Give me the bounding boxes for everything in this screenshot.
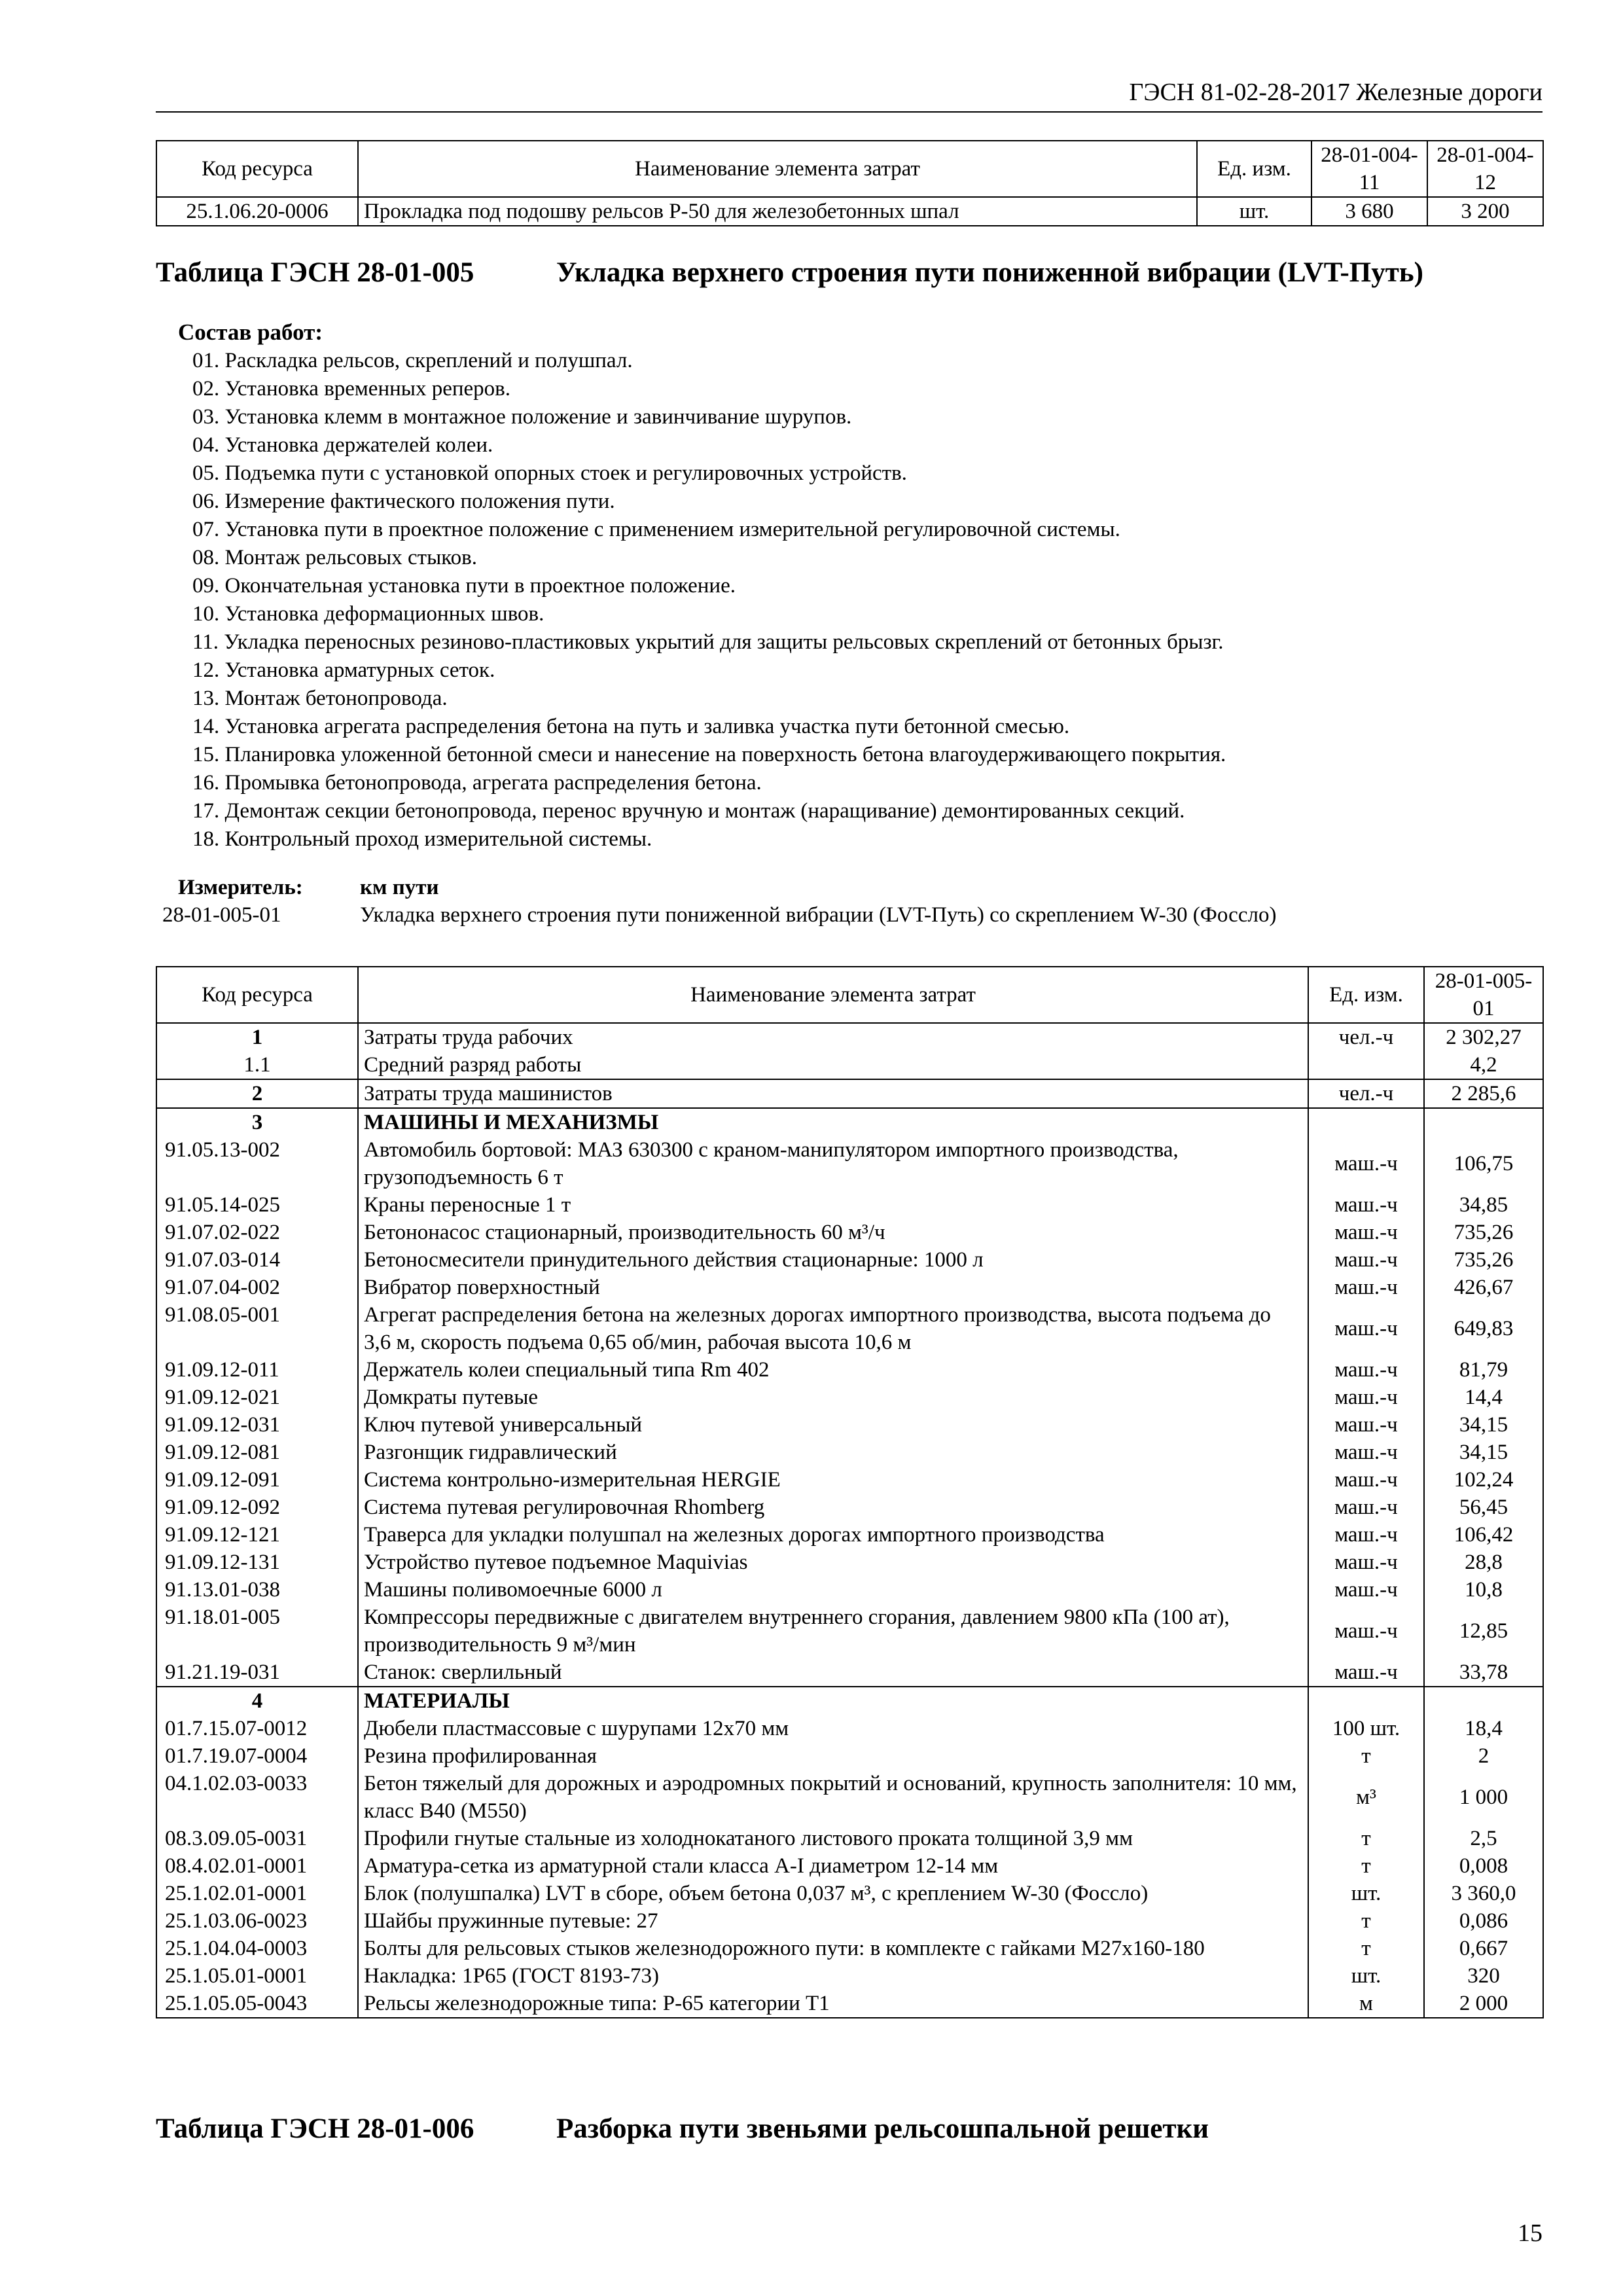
norm-value: 81,79 [1424, 1356, 1543, 1384]
unit: т [1308, 1852, 1424, 1880]
work-item: 04. Установка держателей колеи. [192, 433, 493, 457]
work-item: 17. Демонтаж секции бетонопровода, перенос вручную и монтаж (наращивание) демонтированных секций. [192, 799, 1185, 823]
header-norm-28-01-004-11: 28-01-004-11 [1311, 141, 1427, 197]
unit: маш.-ч [1308, 1136, 1424, 1191]
resource-code: 91.07.03-014 [156, 1246, 358, 1274]
table-row [156, 1990, 1543, 2018]
cost-element-name: Ключ путевой универсальный [358, 1411, 1308, 1439]
cost-element-name: Затраты труда рабочих [358, 1023, 1308, 1051]
unit: м [1308, 1990, 1424, 2018]
cost-element-name: Вибратор поверхностный [358, 1274, 1308, 1301]
resource-code: 91.05.14-025 [156, 1191, 358, 1219]
table-row [156, 1880, 1543, 1907]
table-row [156, 1687, 1543, 1715]
work-item: 16. Промывка бетонопровода, агрегата распределения бетона. [192, 771, 762, 795]
cost-element-name: Система контрольно-измерительная HERGIE [358, 1466, 1308, 1494]
resource-code: 91.09.12-131 [156, 1549, 358, 1576]
norm-value: 56,45 [1424, 1494, 1543, 1521]
norm-value: 0,667 [1424, 1935, 1543, 1962]
resource-code: 91.18.01-005 [156, 1604, 358, 1659]
resource-code: 91.13.01-038 [156, 1576, 358, 1604]
norm-value: 426,67 [1424, 1274, 1543, 1301]
table-title [156, 2113, 1209, 2145]
work-item: 14. Установка агрегата распределения бетона на путь и заливка участка пути бетонной смесью. [192, 715, 1070, 738]
resource-code: 91.09.12-031 [156, 1411, 358, 1439]
norm-value: 106,75 [1424, 1136, 1543, 1191]
cost-element-name: Система путевая регулировочная Rhomberg [358, 1494, 1308, 1521]
table-row [156, 1274, 1543, 1301]
table-number: Таблица ГЭСН 28-01-006 [156, 2113, 474, 2144]
table-row [156, 1191, 1543, 1219]
unit: маш.-ч [1308, 1494, 1424, 1521]
resource-code: 2 [156, 1079, 358, 1108]
norm-value: 34,85 [1424, 1191, 1543, 1219]
unit [1308, 1051, 1424, 1079]
norm-value: 320 [1424, 1962, 1543, 1990]
table-row [156, 1384, 1543, 1411]
cost-element-name: Рельсы железнодорожные типа: Р-65 категории Т1 [358, 1990, 1308, 2018]
resource-code: 91.09.12-011 [156, 1356, 358, 1384]
table-row [156, 1219, 1543, 1246]
table-row [156, 1742, 1543, 1770]
table-row [156, 1079, 1543, 1108]
meter-value: км пути [360, 876, 439, 899]
resource-code: 08.4.02.01-0001 [156, 1852, 358, 1880]
cost-element-name: Агрегат распределения бетона на железных дорогах импортного производства, высота подъема до 3,6 м, скорость подъема 0,65 об/мин, рабочая высота 10,6 м [358, 1301, 1308, 1356]
norm-value: 0,008 [1424, 1852, 1543, 1880]
table-row [156, 1549, 1543, 1576]
resource-code: 1.1 [156, 1051, 358, 1079]
norm-value [1424, 1108, 1543, 1136]
cost-element-name: Бетон тяжелый для дорожных и аэродромных покрытий и оснований, крупность заполнителя: 10 мм, класс В40 (М550) [358, 1770, 1308, 1825]
norm-value: 102,24 [1424, 1466, 1543, 1494]
unit: маш.-ч [1308, 1576, 1424, 1604]
cost-element-name: Затраты труда машинистов [358, 1079, 1308, 1108]
work-item: 01. Раскладка рельсов, скреплений и полушпал. [192, 349, 633, 372]
unit: маш.-ч [1308, 1604, 1424, 1659]
unit: шт. [1308, 1962, 1424, 1990]
table-row [156, 1494, 1543, 1521]
resource-code: 25.1.06.20-0006 [156, 197, 358, 226]
cost-element-name: Арматура-сетка из арматурной стали класса А-I диаметром 12-14 мм [358, 1852, 1308, 1880]
table-row [156, 1521, 1543, 1549]
work-item: 07. Установка пути в проектное положение с применением измерительной регулировочной системы. [192, 518, 1120, 541]
cost-element-name: МАТЕРИАЛЫ [358, 1687, 1308, 1715]
unit: маш.-ч [1308, 1301, 1424, 1356]
work-item: 03. Установка клемм в монтажное положение и завинчивание шурупов. [192, 405, 852, 429]
cost-element-name: МАШИНЫ И МЕХАНИЗМЫ [358, 1108, 1308, 1136]
cost-element-name: Устройство путевое подъемное Maquivias [358, 1549, 1308, 1576]
header-norm-28-01-005-01: 28-01-005-01 [1424, 967, 1543, 1023]
resource-code: 91.09.12-021 [156, 1384, 358, 1411]
cost-element-name: Болты для рельсовых стыков железнодорожного пути: в комплекте с гайками М27х160-180 [358, 1935, 1308, 1962]
header-norm-28-01-004-12: 28-01-004-12 [1427, 141, 1543, 197]
meter-label: Измеритель: [178, 876, 303, 899]
norm-value: 3 200 [1427, 197, 1543, 226]
cost-element-name: Резина профилированная [358, 1742, 1308, 1770]
norm-value [1424, 1687, 1543, 1715]
unit: маш.-ч [1308, 1549, 1424, 1576]
page-header: ГЭСН 81-02-28-2017 Железные дороги [156, 77, 1543, 113]
cost-element-name: Бетоносмесители принудительного действия стационарные: 1000 л [358, 1246, 1308, 1274]
header-cost-element: Наименование элемента затрат [358, 967, 1308, 1023]
unit: маш.-ч [1308, 1356, 1424, 1384]
unit: маш.-ч [1308, 1659, 1424, 1687]
table-row [156, 1439, 1543, 1466]
norm-code: 28-01-005-01 [162, 903, 281, 927]
header-unit: Ед. изм. [1197, 141, 1311, 197]
table-name: Укладка верхнего строения пути пониженной вибрации (LVT-Путь) [556, 257, 1423, 288]
resource-code: 4 [156, 1687, 358, 1715]
table-row [156, 197, 1543, 226]
work-item: 09. Окончательная установка пути в проектное положение. [192, 574, 736, 598]
cost-element-name: Бетононасос стационарный, производительность 60 м³/ч [358, 1219, 1308, 1246]
work-item: 02. Установка временных реперов. [192, 377, 510, 401]
cost-element-name: Траверса для укладки полушпал на железных дорогах импортного производства [358, 1521, 1308, 1549]
header-cost-element: Наименование элемента затрат [358, 141, 1197, 197]
cost-element-name: Компрессоры передвижные с двигателем внутреннего сгорания, давлением 9800 кПа (100 ат), производительность 9 м³/мин [358, 1604, 1308, 1659]
resource-code: 91.21.19-031 [156, 1659, 358, 1687]
resource-code: 91.07.02-022 [156, 1219, 358, 1246]
unit: маш.-ч [1308, 1439, 1424, 1466]
table-row [156, 1576, 1543, 1604]
work-item: 06. Измерение фактического положения пути. [192, 490, 615, 513]
cost-element-name: Автомобиль бортовой: МАЗ 630300 с краном-манипулятором импортного производства, грузоподъемность 6 т [358, 1136, 1308, 1191]
table-row [156, 1136, 1543, 1191]
norm-value: 2 [1424, 1742, 1543, 1770]
resource-code: 3 [156, 1108, 358, 1136]
unit: маш.-ч [1308, 1219, 1424, 1246]
resource-code: 1 [156, 1023, 358, 1051]
norm-value: 2 285,6 [1424, 1079, 1543, 1108]
work-item: 18. Контрольный проход измерительной системы. [192, 827, 652, 851]
work-item: 11. Укладка переносных резиново-пластиковых укрытий для защиты рельсовых скреплений от бетонных брызг. [192, 630, 1224, 654]
unit: маш.-ч [1308, 1521, 1424, 1549]
resource-code: 25.1.02.01-0001 [156, 1880, 358, 1907]
table-row [156, 1825, 1543, 1852]
table-number: Таблица ГЭСН 28-01-005 [156, 257, 474, 288]
table-row [156, 1466, 1543, 1494]
unit: маш.-ч [1308, 1466, 1424, 1494]
resource-code: 25.1.03.06-0023 [156, 1907, 358, 1935]
table-row [156, 1852, 1543, 1880]
resource-code: 25.1.04.04-0003 [156, 1935, 358, 1962]
cost-element-name: Профили гнутые стальные из холоднокатаного листового проката толщиной 3,9 мм [358, 1825, 1308, 1852]
unit: т [1308, 1907, 1424, 1935]
header-unit: Ед. изм. [1308, 967, 1424, 1023]
cost-element-name: Дюбели пластмассовые с шурупами 12х70 мм [358, 1715, 1308, 1742]
resource-code: 91.09.12-121 [156, 1521, 358, 1549]
cost-element-name: Шайбы пружинные путевые: 27 [358, 1907, 1308, 1935]
table-row [156, 1935, 1543, 1962]
norm-value: 18,4 [1424, 1715, 1543, 1742]
page-number: 15 [1518, 2219, 1543, 2247]
resource-code: 91.09.12-092 [156, 1494, 358, 1521]
norm-value: 2 000 [1424, 1990, 1543, 2018]
resource-code: 91.05.13-002 [156, 1136, 358, 1191]
norm-value: 1 000 [1424, 1770, 1543, 1825]
table-row [156, 1659, 1543, 1687]
norm-value: 34,15 [1424, 1439, 1543, 1466]
work-item: 08. Монтаж рельсовых стыков. [192, 546, 477, 569]
norm-value: 649,83 [1424, 1301, 1543, 1356]
table-row [156, 1023, 1543, 1051]
cost-element-name: Прокладка под подошву рельсов Р-50 для железобетонных шпал [358, 197, 1197, 226]
resource-code: 91.09.12-081 [156, 1439, 358, 1466]
resource-code: 25.1.05.01-0001 [156, 1962, 358, 1990]
cost-element-name: Станок: сверлильный [358, 1659, 1308, 1687]
resource-code: 91.09.12-091 [156, 1466, 358, 1494]
work-item: 13. Монтаж бетонопровода. [192, 687, 448, 710]
unit: чел.-ч [1308, 1023, 1424, 1051]
resource-code: 91.08.05-001 [156, 1301, 358, 1356]
header-resource-code: Код ресурса [156, 141, 358, 197]
table-row [156, 1301, 1543, 1356]
works-list [192, 347, 1226, 853]
resource-code: 91.07.04-002 [156, 1274, 358, 1301]
table-row [156, 1770, 1543, 1825]
work-item: 15. Планировка уложенной бетонной смеси и нанесение на поверхность бетона влагоудерживающего покрытия. [192, 743, 1226, 766]
table-row [156, 1604, 1543, 1659]
resource-table [156, 966, 1544, 2018]
cost-element-name: Блок (полушпалка) LVT в сборе, объем бетона 0,037 м³, с креплением W-30 (Фоссло) [358, 1880, 1308, 1907]
norm-value: 33,78 [1424, 1659, 1543, 1687]
table-row [156, 1108, 1543, 1136]
cost-element-name: Краны переносные 1 т [358, 1191, 1308, 1219]
resource-code: 08.3.09.05-0031 [156, 1825, 358, 1852]
norm-value: 3 360,0 [1424, 1880, 1543, 1907]
table-title [156, 257, 1423, 289]
unit: т [1308, 1742, 1424, 1770]
works-title: Состав работ: [178, 319, 323, 345]
table-row [156, 1356, 1543, 1384]
norm-value: 10,8 [1424, 1576, 1543, 1604]
resource-code: 01.7.15.07-0012 [156, 1715, 358, 1742]
unit [1308, 1108, 1424, 1136]
work-item: 10. Установка деформационных швов. [192, 602, 544, 626]
table-row [156, 1411, 1543, 1439]
resource-code: 25.1.05.05-0043 [156, 1990, 358, 2018]
unit: маш.-ч [1308, 1384, 1424, 1411]
table-name: Разборка пути звеньями рельсошпальной решетки [556, 2113, 1209, 2144]
unit: маш.-ч [1308, 1246, 1424, 1274]
table-row [156, 1715, 1543, 1742]
table-row [156, 1051, 1543, 1079]
norm-value: 12,85 [1424, 1604, 1543, 1659]
continued-resource-table [156, 140, 1544, 226]
unit: шт. [1197, 197, 1311, 226]
norm-value: 0,086 [1424, 1907, 1543, 1935]
unit: т [1308, 1935, 1424, 1962]
norm-value: 735,26 [1424, 1219, 1543, 1246]
norm-value: 2 302,27 [1424, 1023, 1543, 1051]
norm-value: 4,2 [1424, 1051, 1543, 1079]
unit: чел.-ч [1308, 1079, 1424, 1108]
table-row [156, 1907, 1543, 1935]
norm-value: 735,26 [1424, 1246, 1543, 1274]
work-item: 12. Установка арматурных сеток. [192, 658, 495, 682]
cost-element-name: Разгонщик гидравлический [358, 1439, 1308, 1466]
norm-value: 14,4 [1424, 1384, 1543, 1411]
unit: маш.-ч [1308, 1411, 1424, 1439]
norm-value: 2,5 [1424, 1825, 1543, 1852]
norm-description: Укладка верхнего строения пути пониженной вибрации (LVT-Путь) со скреплением W-30 (Фоссло) [360, 903, 1277, 927]
header-resource-code: Код ресурса [156, 967, 358, 1023]
norm-value: 3 680 [1311, 197, 1427, 226]
table-row [156, 1962, 1543, 1990]
cost-element-name: Домкраты путевые [358, 1384, 1308, 1411]
unit: 100 шт. [1308, 1715, 1424, 1742]
unit: маш.-ч [1308, 1191, 1424, 1219]
cost-element-name: Держатель колеи специальный типа Rm 402 [358, 1356, 1308, 1384]
unit: шт. [1308, 1880, 1424, 1907]
unit: маш.-ч [1308, 1274, 1424, 1301]
norm-value: 34,15 [1424, 1411, 1543, 1439]
cost-element-name: Накладка: 1Р65 (ГОСТ 8193-73) [358, 1962, 1308, 1990]
norm-value: 28,8 [1424, 1549, 1543, 1576]
unit: м³ [1308, 1770, 1424, 1825]
unit: т [1308, 1825, 1424, 1852]
cost-element-name: Средний разряд работы [358, 1051, 1308, 1079]
work-item: 05. Подъемка пути с установкой опорных стоек и регулировочных устройств. [192, 461, 907, 485]
table-row [156, 1246, 1543, 1274]
cost-element-name: Машины поливомоечные 6000 л [358, 1576, 1308, 1604]
unit [1308, 1687, 1424, 1715]
resource-code: 04.1.02.03-0033 [156, 1770, 358, 1825]
norm-value: 106,42 [1424, 1521, 1543, 1549]
resource-code: 01.7.19.07-0004 [156, 1742, 358, 1770]
